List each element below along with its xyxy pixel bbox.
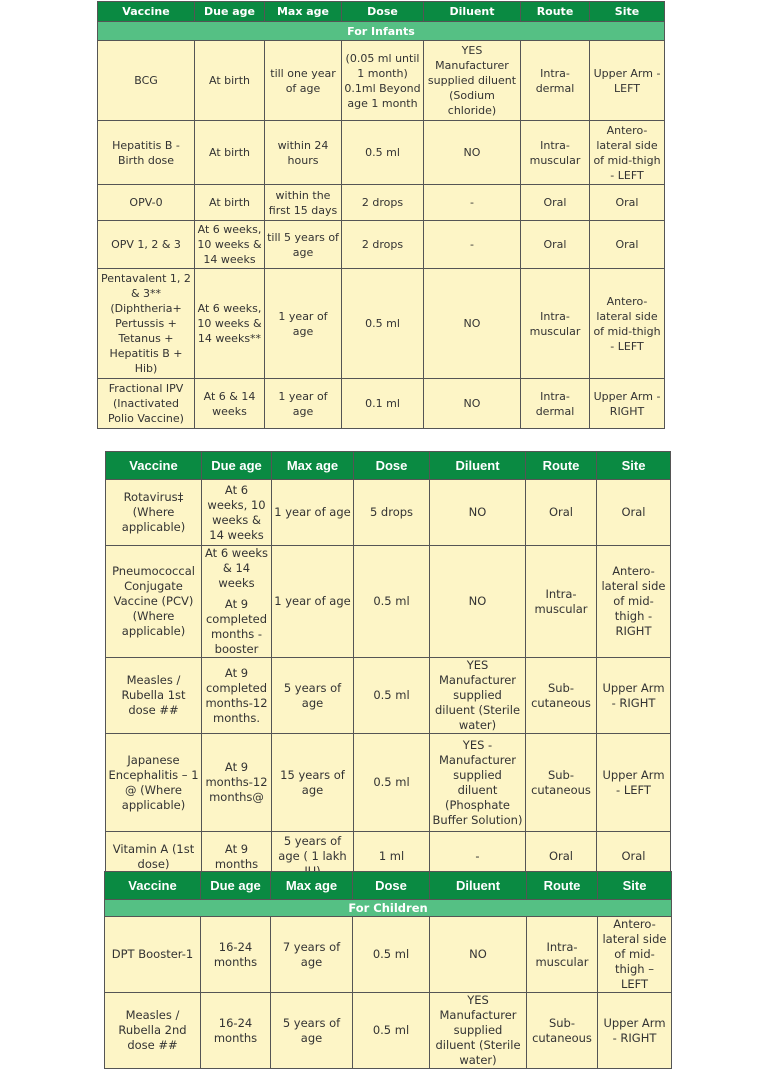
header-due-age: Due age — [195, 2, 265, 22]
cell-site: Upper Arm - RIGHT — [597, 658, 671, 734]
header-route: Route — [526, 452, 597, 480]
section-row — [98, 22, 665, 41]
cell-vaccine: Pentavalent 1, 2 & 3** (Diphtheria+ Pertussis + Tetanus + Hepatitis B + Hib) — [98, 269, 195, 379]
cell-diluent: - — [424, 221, 521, 269]
cell-vaccine: Vitamin A (1st dose) — [106, 832, 202, 882]
cell-vaccine: Japanese Encephalitis – 1 @ (Where applicable) — [106, 734, 202, 832]
cell-due-age: 16-24 months — [201, 917, 271, 993]
cell-diluent: YES Manufacturer supplied diluent (Sodium chloride) — [424, 41, 521, 121]
cell-dose: 5 drops — [354, 480, 430, 546]
cell-diluent: NO — [424, 121, 521, 185]
header-max-age: Max age — [271, 872, 353, 900]
cell-dose: 0.5 ml — [354, 546, 430, 658]
table-row — [105, 917, 672, 993]
header-due-age: Due age — [202, 452, 272, 480]
cell-max-age: 5 years of age ( 1 lakh — [272, 832, 354, 882]
header-vaccine: Vaccine — [106, 452, 202, 480]
cell-due-age: At 6 weeks, 10 weeks & 14 weeks** — [195, 269, 265, 379]
table-row — [105, 993, 672, 1069]
cell-due-age: 16-24 months — [201, 993, 271, 1069]
cell-max-age: within the first 15 days — [265, 185, 342, 221]
cell-site: Oral — [597, 832, 671, 882]
cell-due-age: At 9 completed months-12 months. — [202, 658, 272, 734]
cell-site: Oral — [590, 185, 665, 221]
header-row — [105, 872, 672, 900]
cell-route: Intra-muscular — [521, 269, 590, 379]
cell-due-age — [202, 546, 272, 658]
cell-route: Intra-dermal — [521, 379, 590, 429]
table-row — [106, 480, 671, 546]
cell-vaccine: OPV-0 — [98, 185, 195, 221]
cell-vaccine: Pneumococcal Conjugate Vaccine (PCV) (Where applicable) — [106, 546, 202, 658]
cell-max-age: 5 years of age — [271, 993, 353, 1069]
header-max-age: Max age — [272, 452, 354, 480]
cell-max-age: till 5 years of age — [265, 221, 342, 269]
header-row — [106, 452, 671, 480]
cell-diluent: NO — [424, 379, 521, 429]
cell-dose: 0.5 ml — [342, 121, 424, 185]
header-site: Site — [590, 2, 665, 22]
section-label: For Infants — [98, 22, 665, 41]
cell-max-age: within 24 hours — [265, 121, 342, 185]
cell-route: Oral — [526, 480, 597, 546]
cell-diluent: YES Manufacturer supplied diluent (Sterile water) — [430, 658, 526, 734]
cell-max-age: 1 year of age — [272, 546, 354, 658]
cell-due-age: At 6 weeks, 10 weeks & 14 weeks — [202, 480, 272, 546]
cell-due-age: At 9 months-12 months@ — [202, 734, 272, 832]
cell-route: Intra-dermal — [521, 41, 590, 121]
cell-route: Intra-muscular — [521, 121, 590, 185]
cell-site: Oral — [597, 480, 671, 546]
cell-route: Oral — [526, 832, 597, 882]
cell-dose: 0.5 ml — [353, 993, 430, 1069]
cell-diluent: YES - Manufacturer supplied diluent (Phosphate Buffer Solution) — [430, 734, 526, 832]
table-row — [106, 658, 671, 734]
cell-max-age: 5 years of age — [272, 658, 354, 734]
cell-diluent: NO — [430, 917, 527, 993]
cell-vaccine: Rotavirus‡ (Where applicable) — [106, 480, 202, 546]
header-vaccine: Vaccine — [105, 872, 201, 900]
cell-diluent: NO — [430, 546, 526, 658]
cell-due-age: At 6 weeks, 10 weeks & 14 weeks — [195, 221, 265, 269]
section-label: For Children — [105, 900, 672, 917]
cell-max-age: 15 years of age — [272, 734, 354, 832]
header-vaccine: Vaccine — [98, 2, 195, 22]
header-site: Site — [598, 872, 672, 900]
infant-schedule-table-continued — [105, 451, 671, 882]
header-route: Route — [527, 872, 598, 900]
due-age-booster: At 9 completed months - booster — [205, 597, 267, 656]
cell-route: Sub-cutaneous — [527, 993, 598, 1069]
cell-vaccine: OPV 1, 2 & 3 — [98, 221, 195, 269]
table-row — [98, 41, 665, 121]
cell-diluent: - — [430, 832, 526, 882]
cell-due-age: At 9 months — [202, 832, 272, 882]
children-schedule-table — [104, 871, 672, 1069]
cell-diluent: YES Manufacturer supplied diluent (Sterile water) — [430, 993, 527, 1069]
header-max-age: Max age — [265, 2, 342, 22]
cell-route: Intra-muscular — [527, 917, 598, 993]
cell-due-age: At birth — [195, 41, 265, 121]
cell-dose: 0.5 ml — [354, 658, 430, 734]
cell-route: Intra-muscular — [526, 546, 597, 658]
header-dose: Dose — [342, 2, 424, 22]
cell-due-age: At 6 & 14 weeks — [195, 379, 265, 429]
cell-diluent: - — [424, 185, 521, 221]
table-row — [98, 185, 665, 221]
table-row — [98, 121, 665, 185]
cell-due-age: At birth — [195, 185, 265, 221]
cell-dose: 2 drops — [342, 185, 424, 221]
cell-vaccine: DPT Booster-1 — [105, 917, 201, 993]
cell-dose: 0.5 ml — [353, 917, 430, 993]
cell-diluent: NO — [430, 480, 526, 546]
cell-max-age: till one year of age — [265, 41, 342, 121]
section-row — [105, 900, 672, 917]
cell-route: Oral — [521, 185, 590, 221]
table-row — [98, 269, 665, 379]
cell-dose: 0.5 ml — [354, 734, 430, 832]
table-row — [98, 379, 665, 429]
cell-dose: 1 ml — [354, 832, 430, 882]
cell-site: Upper Arm - LEFT — [597, 734, 671, 832]
header-diluent: Diluent — [424, 2, 521, 22]
header-diluent: Diluent — [430, 872, 527, 900]
cell-site: Antero-lateral side of mid-thigh - LEFT — [590, 121, 665, 185]
cell-vaccine: Measles / Rubella 1st dose ## — [106, 658, 202, 734]
due-age-primary: At 6 weeks & 14 weeks — [204, 546, 268, 590]
cell-site: Antero-lateral side of mid-thigh - RIGHT — [597, 546, 671, 658]
cell-route: Oral — [521, 221, 590, 269]
cell-site: Upper Arm - RIGHT — [590, 379, 665, 429]
cell-max-age: 1 year of age — [265, 379, 342, 429]
header-due-age: Due age — [201, 872, 271, 900]
cell-vaccine: Measles / Rubella 2nd dose ## — [105, 993, 201, 1069]
cell-dose: 0.5 ml — [342, 269, 424, 379]
cell-dose: (0.05 ml until 1 month) 0.1ml Beyond age 1 month — [342, 41, 424, 121]
table-row — [98, 221, 665, 269]
infant-schedule-table — [97, 1, 665, 429]
cell-vaccine: Fractional IPV (Inactivated Polio Vaccine) — [98, 379, 195, 429]
cell-max-age: 7 years of age — [271, 917, 353, 993]
cell-site: Antero-lateral side of mid-thigh – LEFT — [598, 917, 672, 993]
header-site: Site — [597, 452, 671, 480]
cell-site: Antero-lateral side of mid-thigh - LEFT — [590, 269, 665, 379]
cell-max-age: 1 year of age — [265, 269, 342, 379]
cell-diluent: NO — [424, 269, 521, 379]
table-row — [106, 734, 671, 832]
header-dose: Dose — [353, 872, 430, 900]
table-row — [106, 546, 671, 658]
cell-dose: 2 drops — [342, 221, 424, 269]
header-route: Route — [521, 2, 590, 22]
header-diluent: Diluent — [430, 452, 526, 480]
cell-dose: 0.1 ml — [342, 379, 424, 429]
header-dose: Dose — [354, 452, 430, 480]
cell-site: Upper Arm - RIGHT — [598, 993, 672, 1069]
cell-site: Oral — [590, 221, 665, 269]
cell-vaccine: BCG — [98, 41, 195, 121]
cell-vaccine: Hepatitis B - Birth dose — [98, 121, 195, 185]
cell-route: Sub-cutaneous — [526, 734, 597, 832]
header-row — [98, 2, 665, 22]
cell-site: Upper Arm - LEFT — [590, 41, 665, 121]
cell-due-age: At birth — [195, 121, 265, 185]
cell-max-age: 1 year of age — [272, 480, 354, 546]
cell-route: Sub-cutaneous — [526, 658, 597, 734]
